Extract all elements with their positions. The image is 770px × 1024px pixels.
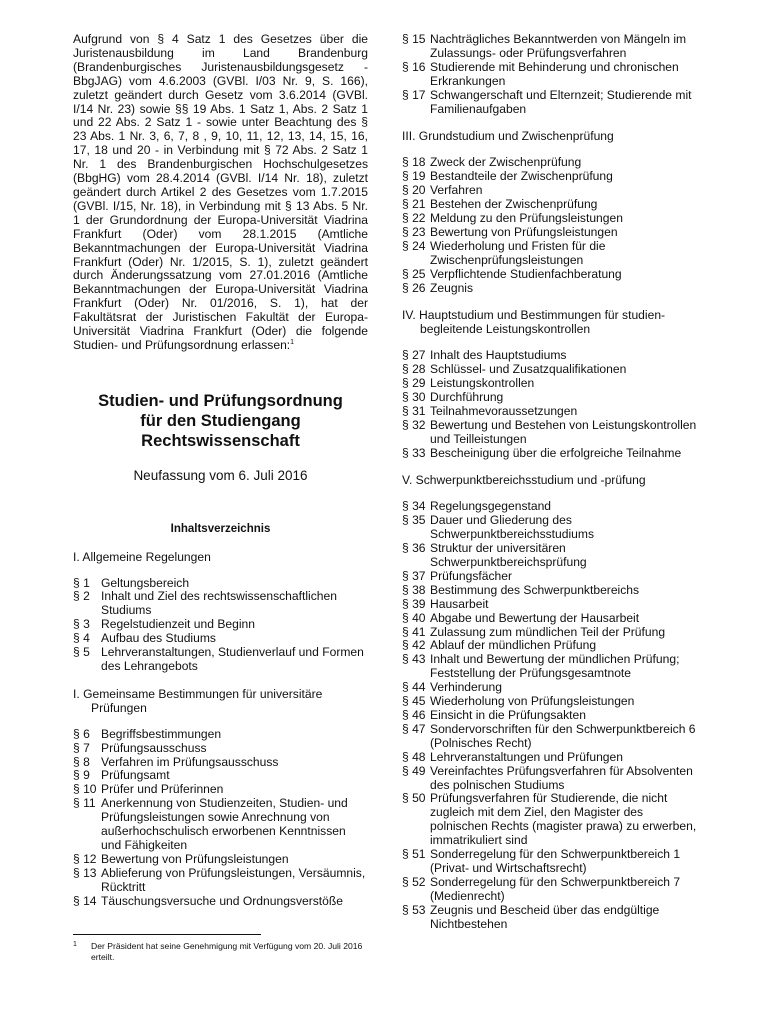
toc-entry[interactable]: [402, 542, 698, 570]
toc-entry-title: Sonderregelung für den Schwerpunktbereich 1 (Privat- und Wirtschaftsrecht): [430, 847, 681, 875]
toc-entry-number: § 10: [73, 782, 97, 797]
toc-entry[interactable]: [402, 226, 698, 240]
toc-entry[interactable]: [73, 756, 368, 770]
footnote-reference[interactable]: 1: [290, 338, 295, 346]
document-title: [73, 391, 368, 451]
toc-entry[interactable]: [73, 618, 368, 632]
toc-entry[interactable]: [402, 612, 698, 626]
toc-entry-title: Inhalt des Hauptstudiums: [430, 348, 567, 363]
toc-entry-number: § 27: [402, 348, 426, 363]
toc-entry-number: § 15: [402, 32, 426, 46]
toc-entry[interactable]: [73, 646, 368, 674]
toc-entry-number: § 44: [402, 680, 426, 695]
toc-entry[interactable]: [402, 156, 698, 170]
toc-entry-number: § 20: [402, 183, 426, 198]
toc-entry[interactable]: [402, 639, 698, 653]
toc-entry[interactable]: [402, 447, 698, 461]
toc-entry-number: § 51: [402, 847, 426, 862]
toc-entry-number: § 49: [402, 763, 426, 778]
toc-entry[interactable]: [402, 626, 698, 640]
toc-entry-number: § 7: [73, 740, 90, 755]
toc-entry-number: § 16: [402, 59, 426, 74]
toc-entry[interactable]: [402, 681, 698, 695]
toc-entry-number: § 19: [402, 169, 426, 184]
toc-entry-title: Bewertung von Prüfungsleistungen: [101, 851, 289, 866]
toc-entry[interactable]: [402, 876, 698, 904]
toc-entry-title: Durchführung: [430, 389, 504, 404]
toc-section-heading-text: V. Schwerpunktbereichsstudium und -prüfung: [402, 473, 646, 488]
toc-section: [402, 474, 698, 931]
toc-entry-number: § 40: [402, 610, 426, 625]
toc-entry-number: § 53: [402, 902, 426, 917]
toc-entry[interactable]: [402, 653, 698, 681]
toc-entry-title: Prüfungsamt: [101, 768, 170, 783]
footnote: [73, 934, 368, 963]
toc-entry[interactable]: [73, 783, 368, 797]
toc-entry-number: § 24: [402, 238, 426, 253]
toc-entry-title: Zulassung zum mündlichen Teil der Prüfung: [430, 624, 666, 639]
toc-section-heading: [73, 551, 368, 565]
toc-entry-title: Verpflichtende Studienfachberatung: [430, 266, 622, 281]
toc-entry[interactable]: [402, 349, 698, 363]
toc-entry-number: § 41: [402, 624, 426, 639]
toc-entry-number: § 9: [73, 768, 90, 783]
toc-entry[interactable]: [402, 419, 698, 447]
toc-entry-title: Bestehen der Zwischenprüfung: [430, 197, 598, 212]
toc-entry-title: Hausarbeit: [430, 596, 489, 611]
toc-entry-number: § 8: [73, 754, 90, 769]
toc-left: [73, 551, 368, 909]
toc-entry[interactable]: [402, 170, 698, 184]
toc-entry-title: Abgabe und Bewertung der Hausarbeit: [430, 610, 640, 625]
toc-section-heading-continuation: begleitende Leistungskontrollen: [420, 322, 591, 337]
toc-entry-title: Teilnahmevoraussetzungen: [430, 403, 578, 418]
toc-entry[interactable]: [402, 904, 698, 932]
toc-entry-title: Wiederholung und Fristen für die Zwischenprüfungsleistungen: [430, 238, 606, 267]
toc-entry-title: Lehrveranstaltungen und Prüfungen: [430, 749, 623, 764]
toc-entry[interactable]: [402, 61, 698, 89]
toc-entry[interactable]: [73, 853, 368, 867]
toc-entry-title: Prüfungsverfahren für Studierende, die nicht zugleich mit dem Ziel, den Magister des polnischen Rechts (magister prawa) zu erwerben, immatrikuliert sind: [430, 791, 697, 848]
toc-entry-title: Bescheinigung über die erfolgreiche Teilnahme: [430, 445, 682, 460]
preamble-paragraph: [73, 33, 368, 353]
toc-section: [402, 309, 698, 460]
document-title-line: Studien- und Prüfungsordnung: [98, 391, 343, 410]
toc-entry-number: § 43: [402, 652, 426, 667]
toc-entry-title: Lehrveranstaltungen, Studienverlauf und Formen des Lehrangebots: [101, 645, 364, 673]
toc-entry-number: § 29: [402, 376, 426, 391]
toc-entry-title: Struktur der universitären Schwerpunktbereichsprüfung: [430, 541, 587, 569]
toc-entry-number: § 32: [402, 417, 426, 432]
toc-entry-number: § 22: [402, 210, 426, 225]
toc-entry-number: § 34: [402, 499, 426, 514]
toc-entry[interactable]: [402, 709, 698, 723]
toc-entry-number: § 33: [402, 445, 426, 460]
toc-entry-title: Zweck der Zwischenprüfung: [430, 155, 582, 170]
toc-entry[interactable]: [73, 895, 368, 909]
toc-entry[interactable]: [402, 198, 698, 212]
toc-right: [402, 33, 698, 931]
toc-entry-title: Nachträgliches Bekanntwerden von Mängeln im Zulassungs- oder Prüfungsverfahren: [430, 32, 687, 60]
toc-entry-title: Meldung zu den Prüfungsleistungen: [430, 210, 623, 225]
toc-entry-number: § 47: [402, 721, 426, 736]
toc-entry[interactable]: [73, 632, 368, 646]
toc-section-heading-text: IV. Hauptstudium und Bestimmungen für studien-: [402, 308, 666, 323]
toc-entry-title: Sonderregelung für den Schwerpunktbereich 7 (Medienrecht): [430, 874, 681, 903]
toc-entry[interactable]: [402, 695, 698, 709]
toc-entry[interactable]: [402, 405, 698, 419]
toc-entry-number: § 28: [402, 362, 426, 377]
toc-entry-number: § 23: [402, 224, 426, 239]
toc-entry-title: Regelungsgegenstand: [430, 499, 552, 514]
footnote-row: [73, 941, 368, 963]
toc-entry[interactable]: [402, 33, 698, 61]
toc-entry-title: Geltungsbereich: [101, 575, 190, 590]
toc-entry-title: Einsicht in die Prüfungsakten: [430, 707, 586, 722]
toc-entry-number: § 48: [402, 749, 426, 764]
toc-entry-title: Zeugnis: [430, 280, 474, 295]
toc-entry-title: Prüfungsausschuss: [101, 740, 207, 755]
toc-entry-number: § 11: [73, 796, 96, 811]
toc-entry-number: § 30: [402, 389, 426, 404]
toc-entry[interactable]: [73, 590, 368, 618]
toc-entry-title: Ablauf der mündlichen Prüfung: [430, 638, 597, 653]
toc-entry-title: Prüfungsfächer: [430, 568, 513, 583]
toc-heading: Inhaltsverzeichnis: [170, 522, 271, 535]
toc-entry-number: § 1: [73, 575, 90, 590]
document-title-line: für den Studiengang: [140, 411, 301, 430]
toc-section-heading: [402, 309, 698, 337]
toc-entry-number: § 52: [402, 874, 426, 889]
toc-entry-title: Schlüssel- und Zusatzqualifikationen: [430, 362, 627, 377]
preamble-text: Aufgrund von § 4 Satz 1 des Gesetzes über die Juristenausbildung im Land Brandenburg (Brandenburgisches Juristenausbildungsgesetz - BbgJAG) vom 4.6.2003 (GVBl. I/03 Nr. 9, S. 166), zuletzt geändert durch Gesetz vom 3.6.2014 (GVBl. I/14 Nr. 23) sowie §§ 19 Abs. 1 Satz 1, Abs. 2 Satz 1 und 22 Abs. 2 Satz 1 - sowie unter Beachtung des § 23 Abs. 1 Nr. 3, 6, 7, 8 , 9, 10, 11, 12, 13, 14, 15, 16, 17, 18 und 20 - in Verbindung mit § 72 Abs. 2 Satz 1 Nr. 1 des Brandenburgischen Hochschulgesetzes (BbgHG) vom 28.4.2014 (GVBl. I/14 Nr. 18), zuletzt geändert durch Artikel 2 des Gesetzes vom 1.7.2015 (GVBl. I/15, Nr. 18), in Verbindung mit § 13 Abs. 5 Nr. 1 der Grundordnung der Europa-Universität Viadrina Frankfurt (Oder) vom 28.1.2015 (Amtliche Bekanntmachungen der Europa-Universität Viadrina Frankfurt (Oder) Nr. 1/2015, S. 1), zuletzt geändert durch Änderungssatzung vom 27.01.2016 (Amtliche Bekanntmachungen der Europa-Universität Viadrina Frankfurt (Oder) Nr. 01/2016, S. 1), hat der Fakultätsrat der Juristischen Fakultät der Europa- Universität Viadrina Frankfurt (Oder) die folgende Studien- und Prüfungsordnung erlassen:: [73, 32, 368, 352]
toc-entry-number: § 5: [73, 645, 90, 660]
toc-entry-title: Ablieferung von Prüfungsleistungen, Versäumnis, Rücktritt: [101, 865, 366, 894]
toc-entry[interactable]: [402, 377, 698, 391]
footnote-divider: [73, 934, 261, 935]
toc-entry-title: Anerkennung von Studienzeiten, Studien- und Prüfungsleistungen sowie Anrechnung von außerhochschulisch erworbenen Kenntnissen und Fähigkeiten: [101, 796, 348, 852]
toc-entry[interactable]: [402, 570, 698, 584]
toc-entry-title: Zeugnis und Bescheid über das endgültige Nichtbestehen: [430, 902, 660, 931]
toc-entry-number: § 35: [402, 513, 426, 528]
toc-entry-number: § 38: [402, 582, 426, 597]
toc-entry-title: Bewertung und Bestehen von Leistungskontrollen und Teilleistungen: [430, 417, 697, 446]
toc-section: [73, 688, 368, 909]
toc-entry[interactable]: [402, 598, 698, 612]
toc-section-heading-continuation: Prüfungen: [91, 700, 147, 715]
toc-entry-number: § 26: [402, 280, 426, 295]
toc-section: [402, 33, 698, 116]
toc-section-heading-text: I. Allgemeine Regelungen: [73, 549, 211, 564]
toc-entry[interactable]: [402, 723, 698, 751]
toc-entry-number: § 45: [402, 694, 426, 709]
toc-entry-title: Sondervorschriften für den Schwerpunktbereich 6 (Polnisches Recht): [430, 721, 696, 750]
toc-entry[interactable]: [402, 240, 698, 268]
toc-entry[interactable]: [402, 500, 698, 514]
toc-entry-number: § 50: [402, 791, 426, 806]
toc-entry-number: § 46: [402, 707, 426, 722]
toc-entry-title: Inhalt und Bewertung der mündlichen Prüfung; Feststellung der Prüfungsgesamtnote: [430, 652, 680, 681]
toc-entry-number: § 3: [73, 617, 90, 632]
toc-section-heading: [73, 688, 368, 716]
toc-entry[interactable]: [402, 751, 698, 765]
toc-section-heading: [402, 474, 698, 488]
toc-entry[interactable]: [402, 184, 698, 198]
toc-entry-number: § 14: [73, 893, 97, 908]
toc-entry-number: § 42: [402, 638, 426, 653]
toc-entry-title: Wiederholung von Prüfungsleistungen: [430, 694, 635, 709]
toc-entry-title: Schwangerschaft und Elternzeit; Studierende mit Familienaufgaben: [430, 87, 692, 116]
toc-section-heading-text: III. Grundstudium und Zwischenprüfung: [402, 129, 614, 144]
footnote-text: Der Präsident hat seine Genehmigung mit Verfügung vom 20. Juli 2016 erteilt.: [91, 941, 363, 962]
toc-entry-title: Verfahren im Prüfungsausschuss: [101, 754, 279, 769]
toc-entry-number: § 25: [402, 266, 426, 281]
toc-section-heading: [402, 130, 698, 144]
toc-entry-number: § 39: [402, 596, 426, 611]
toc-section: [402, 130, 698, 295]
toc-entry[interactable]: [73, 867, 368, 895]
toc-entry-title: Bewertung von Prüfungsleistungen: [430, 224, 618, 239]
toc-entry[interactable]: [73, 728, 368, 742]
toc-entry-number: § 21: [402, 197, 426, 212]
toc-entry-title: Verfahren: [430, 183, 483, 198]
right-column: [402, 33, 698, 931]
toc-entry-title: Aufbau des Studiums: [101, 631, 216, 646]
toc-section: [73, 551, 368, 674]
toc-entry-title: Dauer und Gliederung des Schwerpunktbereichsstudiums: [430, 513, 595, 542]
toc-entry[interactable]: [402, 391, 698, 405]
toc-entry[interactable]: [402, 363, 698, 377]
document-title-line: Rechtswissenschaft: [141, 431, 300, 450]
toc-entry[interactable]: [402, 848, 698, 876]
toc-entry[interactable]: [402, 765, 698, 793]
toc-entry[interactable]: [402, 792, 698, 848]
toc-entry[interactable]: [402, 282, 698, 296]
toc-entry[interactable]: [402, 89, 698, 117]
toc-entry-title: Vereinfachtes Prüfungsverfahren für Absolventen des polnischen Studiums: [430, 763, 693, 792]
toc-entry-number: § 2: [73, 589, 90, 604]
toc-entry[interactable]: [73, 742, 368, 756]
toc-entry-title: Verhinderung: [430, 680, 502, 695]
toc-entry-title: Begriffsbestimmungen: [101, 726, 222, 741]
toc-entry-number: § 37: [402, 568, 426, 583]
toc-entry-title: Inhalt und Ziel des rechtswissenschaftlichen Studiums: [101, 589, 337, 618]
document-subtitle: Neufassung vom 6. Juli 2016: [133, 467, 308, 483]
toc-entry-title: Täuschungsversuche und Ordnungsverstöße: [101, 893, 344, 908]
toc-entry[interactable]: [402, 514, 698, 542]
toc-entry-number: § 6: [73, 726, 90, 741]
toc-entry[interactable]: [402, 584, 698, 598]
left-column: [73, 33, 368, 909]
toc-entry-number: § 13: [73, 865, 97, 880]
toc-entry-title: Bestandteile der Zwischenprüfung: [430, 169, 613, 184]
toc-entry-number: § 36: [402, 541, 426, 556]
footnote-mark: 1: [73, 941, 77, 948]
toc-entry[interactable]: [402, 268, 698, 282]
toc-entry[interactable]: [73, 769, 368, 783]
toc-entry[interactable]: [73, 577, 368, 591]
toc-entry[interactable]: [73, 797, 368, 853]
toc-entry-number: § 31: [402, 403, 426, 418]
toc-section-heading-text: I. Gemeinsame Bestimmungen für universitäre: [73, 686, 323, 701]
toc-entry-number: § 12: [73, 851, 97, 866]
toc-entry-title: Prüfer und Prüferinnen: [101, 782, 224, 797]
toc-entry-title: Studierende mit Behinderung und chronischen Erkrankungen: [430, 59, 679, 88]
toc-entry-title: Bestimmung des Schwerpunktbereichs: [430, 582, 640, 597]
toc-entry-number: § 18: [402, 155, 426, 170]
toc-entry-number: § 17: [402, 87, 426, 102]
toc-entry-title: Leistungskontrollen: [430, 376, 535, 391]
toc-entry[interactable]: [402, 212, 698, 226]
toc-entry-title: Regelstudienzeit und Beginn: [101, 617, 255, 632]
toc-entry-number: § 4: [73, 631, 90, 646]
